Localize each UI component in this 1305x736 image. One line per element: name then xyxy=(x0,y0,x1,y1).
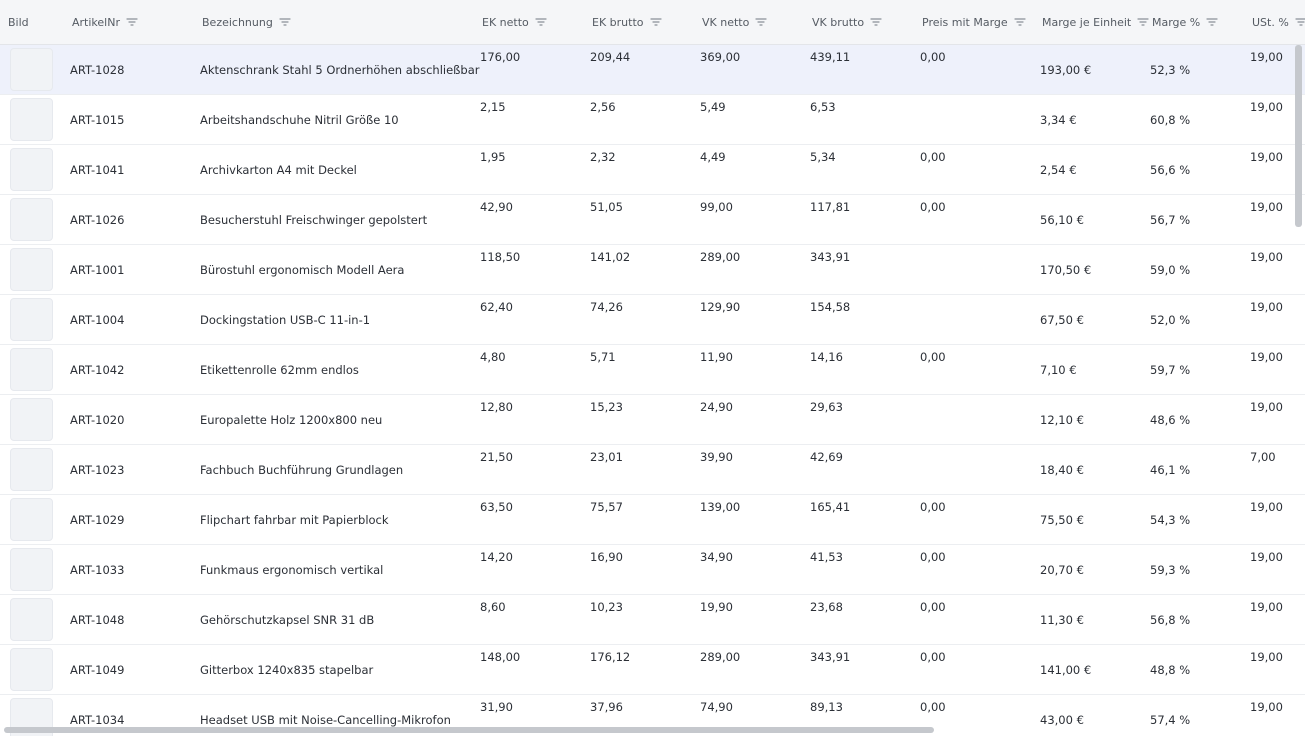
cell-marge_pct: 59,3 % xyxy=(1150,563,1191,577)
cell-marge_pct: 60,8 % xyxy=(1150,113,1191,127)
cell-vk_netto: 129,90 xyxy=(700,300,741,314)
cell-bezeichnung: Flipchart fahrbar mit Papierblock xyxy=(200,513,389,527)
cell-vk_netto: 24,90 xyxy=(700,400,733,414)
cell-ust: 19,00 xyxy=(1250,350,1283,364)
cell-artikelnr: ART-1015 xyxy=(70,113,125,127)
cell-marge_pct: 57,4 % xyxy=(1150,713,1191,727)
cell-vk_brutto: 89,13 xyxy=(810,700,843,714)
cell-ek_brutto: 209,44 xyxy=(590,50,631,64)
cell-preis_mit_marge: 0,00 xyxy=(920,600,946,614)
cell-bezeichnung: Arbeitshandschuhe Nitril Größe 10 xyxy=(200,113,399,127)
cell-marge_pct: 59,7 % xyxy=(1150,363,1191,377)
cell-bezeichnung: Fachbuch Buchführung Grundlagen xyxy=(200,463,404,477)
cell-ek_brutto: 23,01 xyxy=(590,450,623,464)
cell-ust: 19,00 xyxy=(1250,650,1283,664)
column-header-artikelnr[interactable] xyxy=(72,0,138,44)
product-image-placeholder xyxy=(10,48,53,91)
cell-vk_brutto: 343,91 xyxy=(810,250,851,264)
cell-marge_je_einheit: 18,40 € xyxy=(1040,463,1084,477)
cell-vk_netto: 74,90 xyxy=(700,700,733,714)
cell-preis_mit_marge: 0,00 xyxy=(920,50,946,64)
cell-bezeichnung: Gitterbox 1240x835 stapelbar xyxy=(200,663,374,677)
cell-vk_brutto: 439,11 xyxy=(810,50,851,64)
filter-icon[interactable] xyxy=(1206,17,1218,27)
cell-marge_pct: 54,3 % xyxy=(1150,513,1191,527)
filter-icon[interactable] xyxy=(126,17,138,27)
cell-vk_brutto: 29,63 xyxy=(810,400,843,414)
cell-marge_je_einheit: 170,50 € xyxy=(1040,263,1092,277)
filter-icon[interactable] xyxy=(279,17,291,27)
cell-ek_brutto: 10,23 xyxy=(590,600,623,614)
column-header-label: ArtikelNr xyxy=(72,15,120,29)
table-row[interactable] xyxy=(0,345,1305,395)
filter-icon[interactable] xyxy=(650,17,662,27)
cell-artikelnr: ART-1023 xyxy=(70,463,125,477)
cell-vk_netto: 11,90 xyxy=(700,350,733,364)
cell-marge_je_einheit: 12,10 € xyxy=(1040,413,1084,427)
cell-ek_brutto: 176,12 xyxy=(590,650,631,664)
cell-vk_netto: 4,49 xyxy=(700,150,726,164)
cell-vk_netto: 139,00 xyxy=(700,500,741,514)
cell-ek_brutto: 74,26 xyxy=(590,300,623,314)
cell-ek_netto: 42,90 xyxy=(480,200,513,214)
cell-vk_brutto: 154,58 xyxy=(810,300,851,314)
cell-vk_brutto: 117,81 xyxy=(810,200,851,214)
cell-marge_je_einheit: 43,00 € xyxy=(1040,713,1084,727)
table-row[interactable] xyxy=(0,195,1305,245)
cell-ust: 19,00 xyxy=(1250,50,1283,64)
cell-marge_pct: 56,6 % xyxy=(1150,163,1191,177)
cell-bezeichnung: Headset USB mit Noise-Cancelling-Mikrofon xyxy=(200,713,451,727)
cell-ek_brutto: 75,57 xyxy=(590,500,623,514)
column-header-marge_je_einheit[interactable] xyxy=(1042,0,1149,44)
table-row[interactable] xyxy=(0,445,1305,495)
column-header-ust[interactable] xyxy=(1252,0,1305,44)
column-header-label: Preis mit Marge xyxy=(922,15,1008,29)
cell-vk_netto: 34,90 xyxy=(700,550,733,564)
product-image-placeholder xyxy=(10,448,53,491)
cell-ek_brutto: 51,05 xyxy=(590,200,623,214)
column-header-ek_netto[interactable] xyxy=(482,0,547,44)
column-header-label: Bezeichnung xyxy=(202,15,273,29)
column-header-marge_pct[interactable] xyxy=(1152,0,1218,44)
cell-ek_netto: 148,00 xyxy=(480,650,521,664)
cell-preis_mit_marge: 0,00 xyxy=(920,500,946,514)
cell-vk_brutto: 41,53 xyxy=(810,550,843,564)
cell-ek_netto: 4,80 xyxy=(480,350,506,364)
cell-vk_brutto: 42,69 xyxy=(810,450,843,464)
table-row[interactable] xyxy=(0,495,1305,545)
cell-bezeichnung: Besucherstuhl Freischwinger gepolstert xyxy=(200,213,428,227)
cell-artikelnr: ART-1034 xyxy=(70,713,125,727)
cell-preis_mit_marge: 0,00 xyxy=(920,700,946,714)
cell-artikelnr: ART-1020 xyxy=(70,413,125,427)
cell-preis_mit_marge: 0,00 xyxy=(920,200,946,214)
cell-ek_brutto: 16,90 xyxy=(590,550,623,564)
cell-ust: 19,00 xyxy=(1250,600,1283,614)
grid-header xyxy=(0,0,1305,45)
column-header-ek_brutto[interactable] xyxy=(592,0,662,44)
cell-bezeichnung: Dockingstation USB-C 11-in-1 xyxy=(200,313,371,327)
cell-ust: 19,00 xyxy=(1250,250,1283,264)
cell-marge_je_einheit: 141,00 € xyxy=(1040,663,1092,677)
cell-bezeichnung: Funkmaus ergonomisch vertikal xyxy=(200,563,384,577)
cell-ust: 19,00 xyxy=(1250,700,1283,714)
cell-bezeichnung: Bürostuhl ergonomisch Modell Aera xyxy=(200,263,405,277)
cell-marge_pct: 48,8 % xyxy=(1150,663,1191,677)
cell-ust: 19,00 xyxy=(1250,100,1283,114)
product-image-placeholder xyxy=(10,598,53,641)
cell-marge_je_einheit: 11,30 € xyxy=(1040,613,1084,627)
cell-ek_netto: 63,50 xyxy=(480,500,513,514)
cell-ust: 19,00 xyxy=(1250,300,1283,314)
cell-artikelnr: ART-1026 xyxy=(70,213,125,227)
cell-ek_netto: 62,40 xyxy=(480,300,513,314)
table-row[interactable] xyxy=(0,245,1305,295)
cell-preis_mit_marge: 0,00 xyxy=(920,350,946,364)
cell-ek_brutto: 2,32 xyxy=(590,150,616,164)
cell-vk_brutto: 343,91 xyxy=(810,650,851,664)
cell-vk_netto: 289,00 xyxy=(700,650,741,664)
column-header-label: Bild xyxy=(8,15,29,29)
cell-vk_brutto: 6,53 xyxy=(810,100,836,114)
column-header-preis_mit_marge[interactable] xyxy=(922,0,1026,44)
cell-vk_brutto: 5,34 xyxy=(810,150,836,164)
product-image-placeholder xyxy=(10,298,53,341)
column-header-label: Marge % xyxy=(1152,15,1201,29)
product-image-placeholder xyxy=(10,648,53,691)
cell-artikelnr: ART-1004 xyxy=(70,313,125,327)
table-row[interactable] xyxy=(0,645,1305,695)
cell-ust: 7,00 xyxy=(1250,450,1276,464)
cell-ek_brutto: 5,71 xyxy=(590,350,616,364)
vertical-scrollbar-thumb[interactable] xyxy=(1295,45,1302,227)
column-header-label: EK brutto xyxy=(592,15,644,29)
table-row[interactable] xyxy=(0,595,1305,645)
cell-marge_je_einheit: 7,10 € xyxy=(1040,363,1077,377)
cell-marge_pct: 59,0 % xyxy=(1150,263,1191,277)
cell-marge_je_einheit: 193,00 € xyxy=(1040,63,1092,77)
filter-icon[interactable] xyxy=(1137,17,1149,27)
cell-ust: 19,00 xyxy=(1250,200,1283,214)
product-image-placeholder xyxy=(10,398,53,441)
table-row[interactable] xyxy=(0,395,1305,445)
cell-artikelnr: ART-1041 xyxy=(70,163,125,177)
cell-marge_pct: 46,1 % xyxy=(1150,463,1191,477)
cell-vk_netto: 39,90 xyxy=(700,450,733,464)
cell-ust: 19,00 xyxy=(1250,150,1283,164)
horizontal-scrollbar-thumb[interactable] xyxy=(4,727,934,733)
table-row[interactable] xyxy=(0,95,1305,145)
filter-icon[interactable] xyxy=(535,17,547,27)
cell-artikelnr: ART-1048 xyxy=(70,613,125,627)
table-row[interactable] xyxy=(0,145,1305,195)
cell-ek_netto: 12,80 xyxy=(480,400,513,414)
cell-ek_netto: 31,90 xyxy=(480,700,513,714)
column-header-label: EK netto xyxy=(482,15,529,29)
cell-artikelnr: ART-1028 xyxy=(70,63,125,77)
cell-artikelnr: ART-1029 xyxy=(70,513,125,527)
table-row[interactable] xyxy=(0,295,1305,345)
column-header-label: Marge je Einheit xyxy=(1042,15,1132,29)
column-header-label: VK brutto xyxy=(812,15,865,29)
cell-marge_pct: 52,3 % xyxy=(1150,63,1191,77)
product-image-placeholder xyxy=(10,498,53,541)
cell-marge_pct: 56,7 % xyxy=(1150,213,1191,227)
cell-vk_brutto: 165,41 xyxy=(810,500,851,514)
cell-ek_brutto: 15,23 xyxy=(590,400,623,414)
column-header-vk_netto[interactable] xyxy=(702,0,767,44)
cell-vk_brutto: 14,16 xyxy=(810,350,843,364)
cell-marge_je_einheit: 3,34 € xyxy=(1040,113,1077,127)
product-image-placeholder xyxy=(10,198,53,241)
cell-preis_mit_marge: 0,00 xyxy=(920,550,946,564)
cell-ek_netto: 8,60 xyxy=(480,600,506,614)
table-row[interactable] xyxy=(0,45,1305,95)
cell-artikelnr: ART-1042 xyxy=(70,363,125,377)
cell-ek_netto: 21,50 xyxy=(480,450,513,464)
table-row[interactable] xyxy=(0,545,1305,595)
cell-ek_netto: 14,20 xyxy=(480,550,513,564)
cell-ek_brutto: 2,56 xyxy=(590,100,616,114)
column-header-label: VK netto xyxy=(702,15,750,29)
cell-ust: 19,00 xyxy=(1250,400,1283,414)
cell-marge_je_einheit: 56,10 € xyxy=(1040,213,1084,227)
cell-vk_netto: 99,00 xyxy=(700,200,733,214)
product-image-placeholder xyxy=(10,148,53,191)
cell-marge_pct: 48,6 % xyxy=(1150,413,1191,427)
cell-bezeichnung: Gehörschutzkapsel SNR 31 dB xyxy=(200,613,375,627)
cell-marge_pct: 52,0 % xyxy=(1150,313,1191,327)
cell-bezeichnung: Aktenschrank Stahl 5 Ordnerhöhen abschließbar xyxy=(200,63,480,77)
cell-vk_netto: 289,00 xyxy=(700,250,741,264)
cell-vk_netto: 19,90 xyxy=(700,600,733,614)
filter-icon[interactable] xyxy=(755,17,767,27)
column-header-vk_brutto[interactable] xyxy=(812,0,882,44)
cell-artikelnr: ART-1033 xyxy=(70,563,125,577)
product-image-placeholder xyxy=(10,548,53,591)
cell-bezeichnung: Etikettenrolle 62mm endlos xyxy=(200,363,359,377)
cell-bezeichnung: Archivkarton A4 mit Deckel xyxy=(200,163,357,177)
cell-ek_brutto: 141,02 xyxy=(590,250,631,264)
cell-vk_netto: 5,49 xyxy=(700,100,726,114)
filter-icon[interactable] xyxy=(1014,17,1026,27)
cell-marge_je_einheit: 75,50 € xyxy=(1040,513,1084,527)
product-image-placeholder xyxy=(10,98,53,141)
cell-marge_je_einheit: 2,54 € xyxy=(1040,163,1077,177)
cell-bezeichnung: Europalette Holz 1200x800 neu xyxy=(200,413,383,427)
cell-marge_je_einheit: 67,50 € xyxy=(1040,313,1084,327)
cell-ust: 19,00 xyxy=(1250,550,1283,564)
filter-icon[interactable] xyxy=(870,17,882,27)
cell-marge_je_einheit: 20,70 € xyxy=(1040,563,1084,577)
cell-artikelnr: ART-1001 xyxy=(70,263,125,277)
column-header-bild[interactable] xyxy=(8,0,29,44)
product-image-placeholder xyxy=(10,248,53,291)
cell-ek_netto: 176,00 xyxy=(480,50,521,64)
cell-ek_brutto: 37,96 xyxy=(590,700,623,714)
cell-ek_netto: 118,50 xyxy=(480,250,521,264)
product-image-placeholder xyxy=(10,348,53,391)
cell-artikelnr: ART-1049 xyxy=(70,663,125,677)
cell-preis_mit_marge: 0,00 xyxy=(920,150,946,164)
cell-ek_netto: 2,15 xyxy=(480,100,506,114)
cell-ust: 19,00 xyxy=(1250,500,1283,514)
cell-marge_pct: 56,8 % xyxy=(1150,613,1191,627)
filter-icon[interactable] xyxy=(1295,17,1305,27)
cell-vk_brutto: 23,68 xyxy=(810,600,843,614)
cell-ek_netto: 1,95 xyxy=(480,150,506,164)
cell-preis_mit_marge: 0,00 xyxy=(920,650,946,664)
cell-vk_netto: 369,00 xyxy=(700,50,741,64)
column-header-label: USt. % xyxy=(1252,15,1289,29)
column-header-bezeichnung[interactable] xyxy=(202,0,291,44)
